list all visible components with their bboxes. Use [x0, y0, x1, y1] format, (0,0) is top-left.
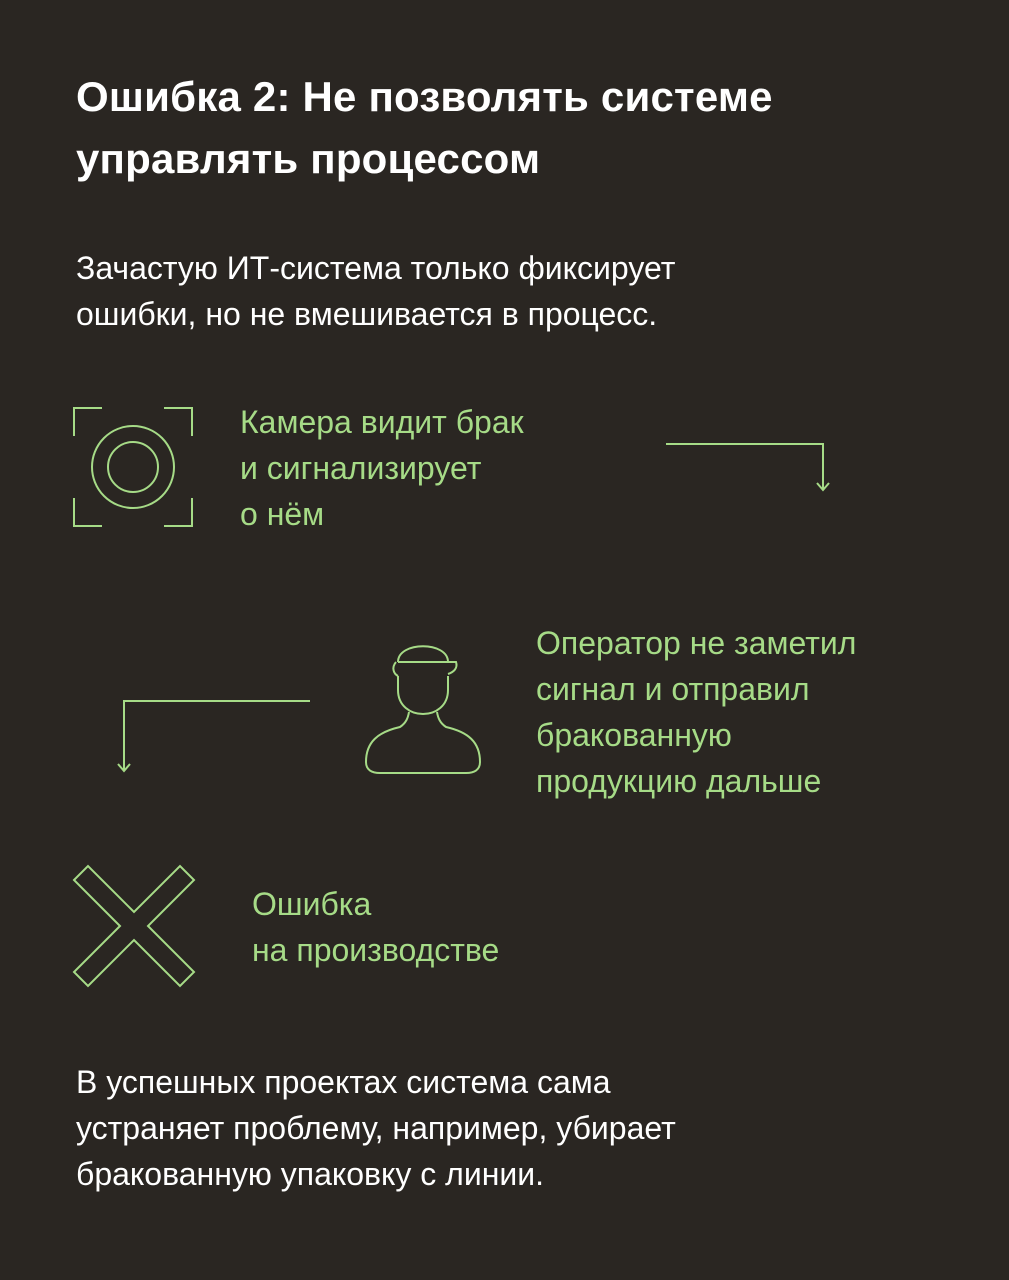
step-operator-line-1: Оператор не заметил: [536, 625, 857, 661]
step-error-text: [252, 881, 652, 973]
intro-line-2: ошибки, но не вмешивается в процесс.: [76, 296, 658, 332]
outro-text: [76, 1059, 936, 1197]
arrow-down-right-icon: [660, 436, 840, 496]
cross-icon: [72, 864, 196, 988]
outro-line-3: бракованную упаковку с линии.: [76, 1156, 545, 1192]
step-camera-text: [240, 399, 640, 537]
page-title: [76, 66, 956, 190]
intro-line-1: Зачастую ИТ-система только фиксирует: [76, 250, 676, 286]
step-operator-text: [536, 620, 996, 804]
outro-line-2: устраняет проблему, например, убирает: [76, 1110, 676, 1146]
step-camera-line-3: о нём: [240, 496, 325, 532]
title-line-2: управлять процессом: [76, 135, 541, 182]
operator-icon: [360, 632, 486, 778]
step-camera-line-1: Камера видит брак: [240, 404, 524, 440]
outro-line-1: В успешных проектах система сама: [76, 1064, 611, 1100]
title-line-1: Ошибка 2: Не позволять системе: [76, 73, 773, 120]
camera-icon: [72, 406, 194, 528]
step-operator-line-3: бракованную: [536, 717, 732, 753]
step-error-line-1: Ошибка: [252, 886, 372, 922]
step-operator-line-2: сигнал и отправил: [536, 671, 810, 707]
step-operator-line-4: продукцию дальше: [536, 763, 822, 799]
step-error-line-2: на производстве: [252, 932, 500, 968]
step-camera-line-2: и сигнализирует: [240, 450, 482, 486]
arrow-down-left-icon: [110, 692, 320, 778]
intro-text: [76, 245, 936, 337]
